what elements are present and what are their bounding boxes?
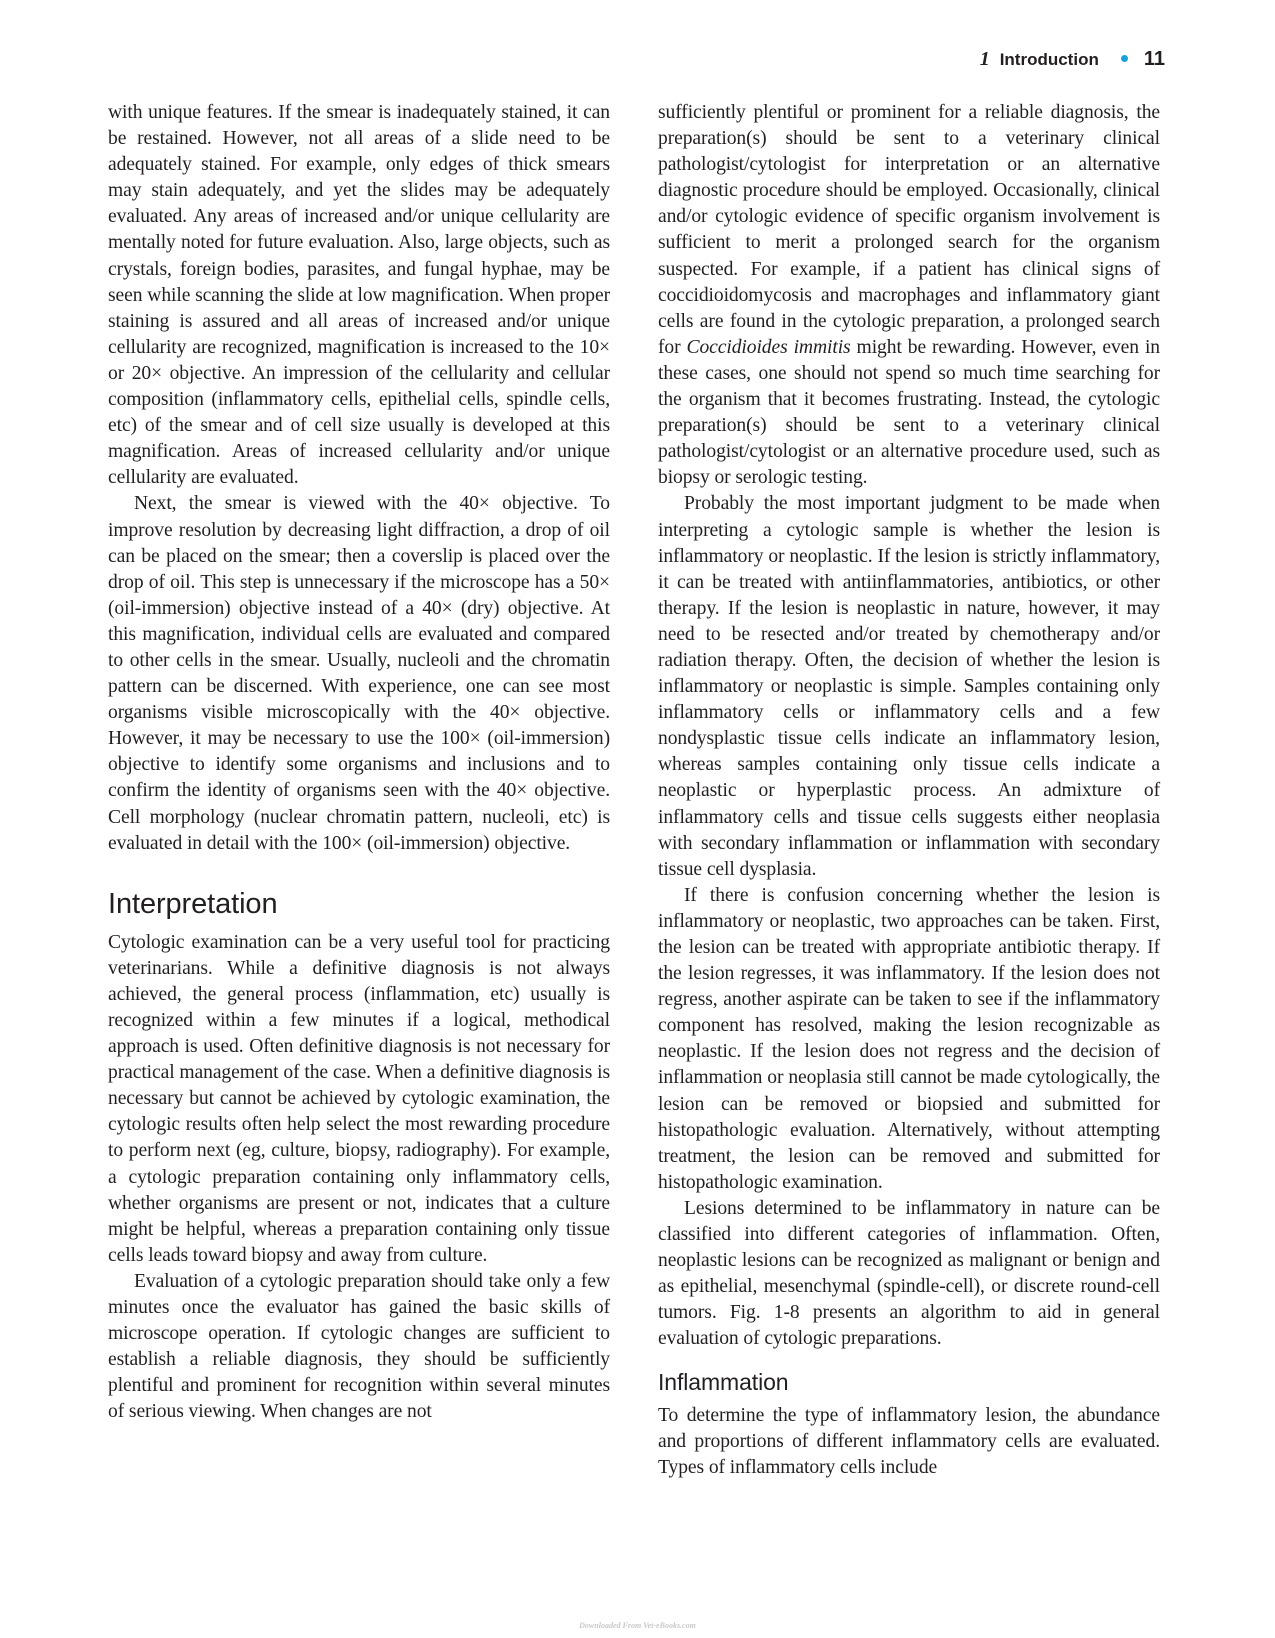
italic-organism-name: Coccidioides immitis (686, 336, 851, 358)
section-heading-interpretation: Interpretation (108, 887, 278, 920)
paragraph: Cytologic examination can be a very useful tool for practicing veterinarians. While a definitive diagnosis is not always achieved, the general process (inflammation, etc) usually is recognized within a few minutes if a logical, methodical approach is used. Often definitive diagnosis is not necessary for practical management of the case. When a definitive diagnosis is necessary but cannot be achieved by cytologic examination, the cytologic results often help select the most rewarding procedure to perform next (eg, culture, biopsy, radiography). For example, a cytologic preparation containing only inflammatory cells, whether organisms are present or not, indicates that a culture might be helpful, whereas a preparation containing only tissue cells leads toward biopsy and away from culture. (108, 931, 610, 1266)
paragraph: Lesions determined to be inflammatory in nature can be classified into different categories of inflammation. Often, neoplastic lesions can be recognized as malignant or benign and as epithelial, mesenchymal (spindle-cell), or discrete round-cell tumors. Fig. 1-8 presents an algorithm to aid in general evaluation of cytologic preparations. (658, 1197, 1160, 1350)
running-head (980, 48, 1165, 71)
subsection-heading-inflammation: Inflammation (658, 1368, 789, 1395)
chapter-title: Introduction (999, 50, 1099, 69)
chapter-number: 1 (979, 48, 990, 70)
left-column (108, 100, 610, 1426)
bullet-dot-icon (1121, 55, 1128, 62)
paragraph: Next, the smear is viewed with the 40× objective. To improve resolution by decreasing light diffraction, a drop of oil can be placed on the smear; then a coverslip is placed over the drop of oil. This step is unnecessary if the microscope has a 50× (oil-immersion) objective instead of a 40× (dry) objective. At this magnification, individual cells are evaluated and compared to other cells in the smear. Usually, nucleoli and the chromatin pattern can be discerned. With experience, one can see most organisms visible microscopically with the 40× objective. However, it may be necessary to use the 100× (oil-immersion) objective to identify some organisms and inclusions and to confirm the identity of organisms seen with the 40× objective. Cell morphology (nuclear chromatin pattern, nucleoli, etc) is evaluated in detail with the 100× (oil-immersion) objective. (108, 493, 610, 854)
page-number: 11 (1143, 48, 1165, 70)
paragraph-text: might be rewarding. However, even in these cases, one should not spend so much time searching for the organism that it becomes frustrating. Instead, the cytologic preparation(s) should be sent to a veterinary clinical pathologist/cytologist or an alternative procedure used, such as biopsy or serologic testing. (658, 336, 1160, 489)
paragraph: To determine the type of inflammatory lesion, the abundance and proportions of different inflammatory cells are evaluated. Types of inflammatory cells include (658, 1404, 1160, 1478)
paragraph: If there is confusion concerning whether the lesion is inflammatory or neoplastic, two approaches can be taken. First, the lesion can be treated with appropriate antibiotic therapy. If the lesion regresses, it was inflammatory. If the lesion does not regress, another aspirate can be taken to see if the inflammatory component has resolved, making the lesion recognizable as neoplastic. If the lesion does not regress and the decision of inflammation or neoplasia still cannot be made cytologically, the lesion can be removed or biopsied and submitted for histopathologic evaluation. Alternatively, without attempting treatment, the lesion can be removed and submitted for histopathologic examination. (658, 884, 1160, 1193)
paragraph: with unique features. If the smear is inadequately stained, it can be restained. However, not all areas of a slide need to be adequately stained. For example, only edges of thick smears may stain adequately, and yet the slides may be adequately evaluated. Any areas of increased and/or unique cellularity are mentally noted for future evaluation. Also, large objects, such as crystals, foreign bodies, parasites, and fungal hyphae, may be seen while scanning the slide at low magnification. When proper staining is assured and all areas of increased and/or unique cellularity are recognized, magnification is increased to the 10× or 20× objective. An impression of the cellularity and cellular composition (inflammatory cells, epithelial cells, spindle cells, etc) of the smear and of cell size usually is developed at this magnification. Areas of increased cellularity and/or unique cellularity are evaluated. (108, 102, 610, 489)
paragraph (658, 100, 1160, 491)
paragraph: Evaluation of a cytologic preparation should take only a few minutes once the evaluator has gained the basic skills of microscope operation. If cytologic changes are sufficient to establish a reliable diagnosis, they should be sufficiently plentiful and prominent for recognition within several minutes of serious viewing. When changes are not (108, 1270, 610, 1423)
paragraph-text: sufficiently plentiful or prominent for a reliable diagnosis, the preparation(s) should be sent to a veterinary clinical pathologist/cytologist for interpretation or an alternative diagnostic procedure should be employed. Occasionally, clinical and/or cytologic evidence of specific organism involvement is sufficient to merit a prolonged search for the organism suspected. For example, if a patient has clinical signs of coccidioidomycosis and macrophages and inflammatory giant cells are found in the cytologic preparation, a prolonged search for (658, 102, 1160, 358)
footer-watermark: Downloaded From Vet-eBooks.com (579, 1621, 696, 1630)
paragraph: Probably the most important judgment to be made when interpreting a cytologic sample is whether the lesion is inflammatory or neoplastic. If the lesion is strictly inflammatory, it can be treated with antiinflammatories, antibiotics, or other therapy. If the lesion is neoplastic in nature, however, it may need to be resected and/or treated by chemotherapy and/or radiation therapy. Often, the decision of whether the lesion is inflammatory or neoplastic is simple. Samples containing only inflammatory cells or inflammatory cells and a few nondysplastic tissue cells indicate an inflammatory lesion, whereas samples containing only tissue cells indicate a neoplastic or hyperplastic process. An admixture of inflammatory cells and tissue cells suggests either neoplasia with secondary inflammation or inflammation with secondary tissue cell dysplasia. (658, 493, 1160, 880)
right-column (658, 100, 1160, 1481)
